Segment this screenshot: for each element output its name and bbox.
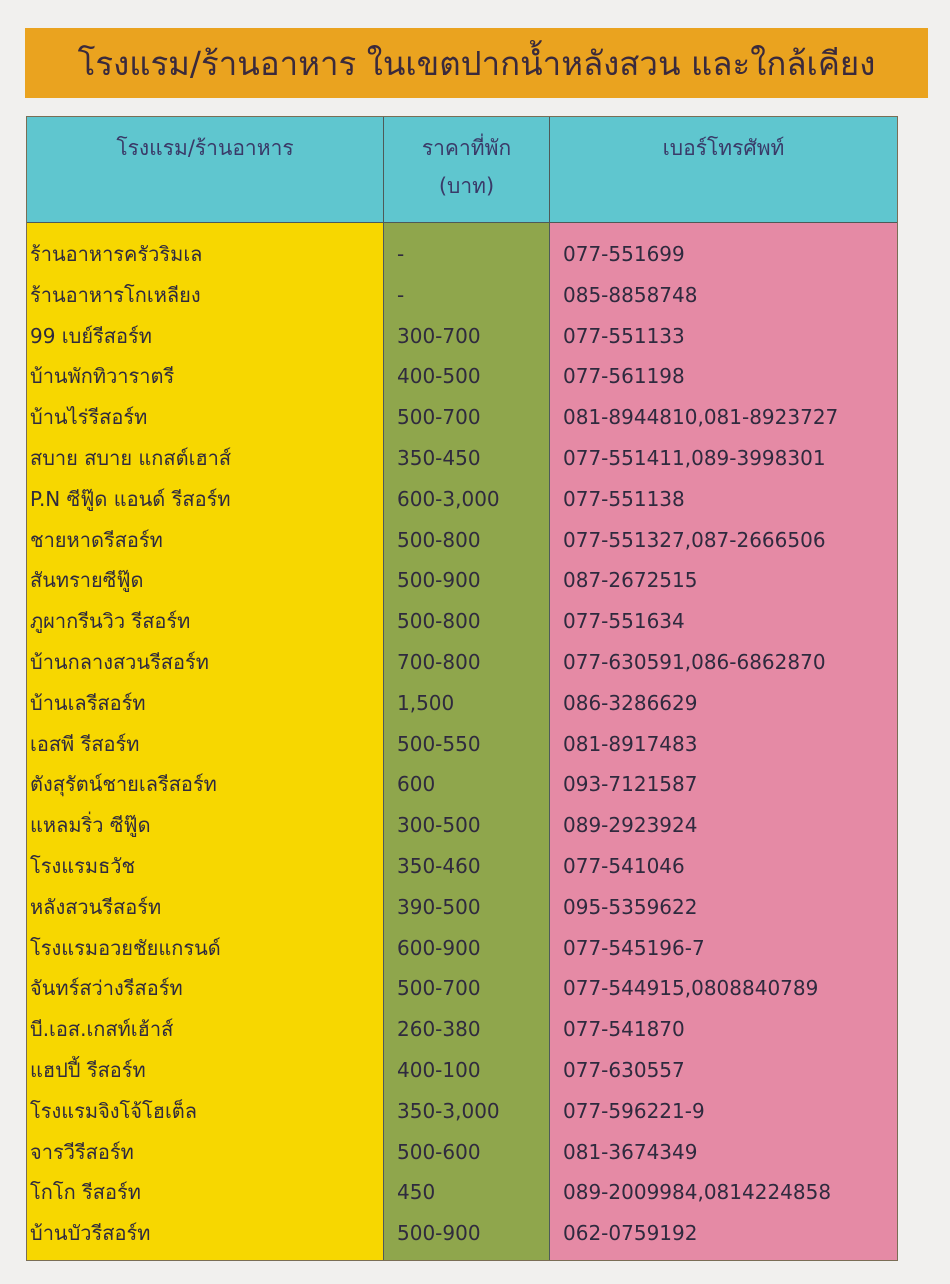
header-price [383, 117, 550, 223]
listing-table [26, 116, 898, 1261]
phone-cell: 086-3286629 [563, 690, 698, 715]
phone-cell: 077-545196-7 [563, 935, 705, 960]
price-cell: - [397, 282, 405, 307]
price-cell: 500-700 [397, 405, 481, 430]
phone-cell: 089-2009984,0814224858 [563, 1180, 832, 1205]
phone-cell: 085-8858748 [563, 282, 698, 307]
price-cell: 300-700 [397, 323, 481, 348]
name-cell: โรงแรมจิงโจ้โฮเต็ล [30, 1098, 198, 1123]
phone-cell: 077-596221-9 [563, 1098, 705, 1123]
price-cell: 600-3,000 [397, 486, 500, 511]
phone-cell: 089-2923924 [563, 813, 698, 838]
phone-cell: 077-630591,086-6862870 [563, 649, 826, 674]
name-cell: P.N ซีฟู๊ด แอนด์ รีสอร์ท [30, 486, 231, 511]
price-cell: 500-600 [397, 1139, 481, 1164]
price-cell: 600 [397, 772, 436, 797]
price-cell: 450 [397, 1180, 436, 1205]
price-cell: 350-450 [397, 445, 481, 470]
header-phone [550, 117, 897, 223]
phone-cell: 081-8917483 [563, 731, 698, 756]
page-title: โรงแรม/ร้านอาหาร ในเขตปากน้ำหลังสวน และใกล้เคียง [77, 43, 876, 83]
phone-cell: 077-551634 [563, 609, 685, 634]
name-cell: บ้านพักทิวาราตรี [30, 364, 175, 389]
header-price-line2: (บาท) [438, 174, 495, 198]
phone-cell: 077-551138 [563, 486, 685, 511]
page-title-banner [25, 28, 928, 98]
name-cell: จารวีรีสอร์ท [30, 1139, 134, 1164]
phone-column [550, 223, 897, 1260]
name-cell: บี.เอส.เกสท์เฮ้าส์ [30, 1017, 174, 1042]
price-cell: 500-900 [397, 568, 481, 593]
name-cell: บ้านเลรีสอร์ท [30, 690, 146, 715]
price-cell: 700-800 [397, 649, 481, 674]
name-cell: แหลมริ่ว ซีฟู๊ด [30, 813, 151, 838]
phone-cell: 077-541046 [563, 853, 685, 878]
phone-cell: 077-561198 [563, 364, 685, 389]
phone-cell: 062-0759192 [563, 1221, 698, 1246]
price-cell: - [397, 242, 405, 266]
name-cell: สันทรายซีฟู๊ด [30, 568, 144, 593]
price-cell: 390-500 [397, 894, 481, 919]
header-phone-label: เบอร์โทรศัพท์ [662, 136, 785, 160]
price-cell: 400-100 [397, 1057, 481, 1082]
price-cell: 500-700 [397, 976, 481, 1001]
phone-cell: 081-3674349 [563, 1139, 698, 1164]
phone-cell: 081-8944810,081-8923727 [563, 405, 839, 430]
header-name [27, 117, 383, 223]
header-name-label: โรงแรม/ร้านอาหาร [116, 136, 294, 160]
phone-cell: 077-551327,087-2666506 [563, 527, 826, 552]
name-cell: แฮปปี้ รีสอร์ท [30, 1057, 146, 1082]
name-cell: บ้านกลางสวนรีสอร์ท [30, 649, 209, 674]
name-cell: สบาย สบาย แกสต์เฮาส์ [30, 445, 232, 470]
price-cell: 500-800 [397, 609, 481, 634]
name-cell: ตังสุรัตน์ชายเลรีสอร์ท [30, 772, 217, 797]
name-cell: โรงแรมอวยชัยแกรนด์ [30, 935, 221, 960]
name-column [27, 223, 383, 1260]
phone-cell: 077-541870 [563, 1017, 685, 1042]
price-cell: 1,500 [397, 690, 455, 715]
name-cell: โกโก รีสอร์ท [30, 1180, 141, 1205]
name-cell: 99 เบย์รีสอร์ท [30, 323, 152, 348]
price-cell: 300-500 [397, 813, 481, 838]
name-cell: โรงแรมธวัช [30, 853, 136, 878]
phone-cell: 093-7121587 [563, 772, 698, 797]
phone-cell: 077-551699 [563, 242, 685, 266]
name-cell: บ้านบัวรีสอร์ท [30, 1221, 151, 1246]
name-cell: จันทร์สว่างรีสอร์ท [30, 976, 183, 1001]
price-cell: 500-900 [397, 1221, 481, 1246]
name-cell: หลังสวนรีสอร์ท [30, 894, 162, 919]
name-cell: บ้านไร่รีสอร์ท [30, 405, 148, 430]
phone-cell: 087-2672515 [563, 568, 698, 593]
price-cell: 350-3,000 [397, 1098, 500, 1123]
name-cell: ร้านอาหารโกเหลียง [30, 282, 201, 307]
phone-cell: 077-630557 [563, 1057, 685, 1082]
price-column [383, 223, 550, 1260]
price-cell: 350-460 [397, 853, 481, 878]
price-cell: 400-500 [397, 364, 481, 389]
name-cell: ชายหาดรีสอร์ท [30, 527, 163, 552]
price-cell: 500-800 [397, 527, 481, 552]
phone-cell: 077-551411,089-3998301 [563, 445, 826, 470]
name-cell: ร้านอาหารครัวริมเล [30, 242, 203, 266]
phone-cell: 077-551133 [563, 323, 685, 348]
name-cell: เอสพี รีสอร์ท [30, 731, 140, 756]
price-cell: 500-550 [397, 731, 481, 756]
header-price-line1: ราคาที่พัก [421, 136, 512, 160]
phone-cell: 077-544915,0808840789 [563, 976, 819, 1001]
name-cell: ภูผากรีนวิว รีสอร์ท [30, 609, 191, 634]
phone-cell: 095-5359622 [563, 894, 698, 919]
price-cell: 260-380 [397, 1017, 481, 1042]
price-cell: 600-900 [397, 935, 481, 960]
